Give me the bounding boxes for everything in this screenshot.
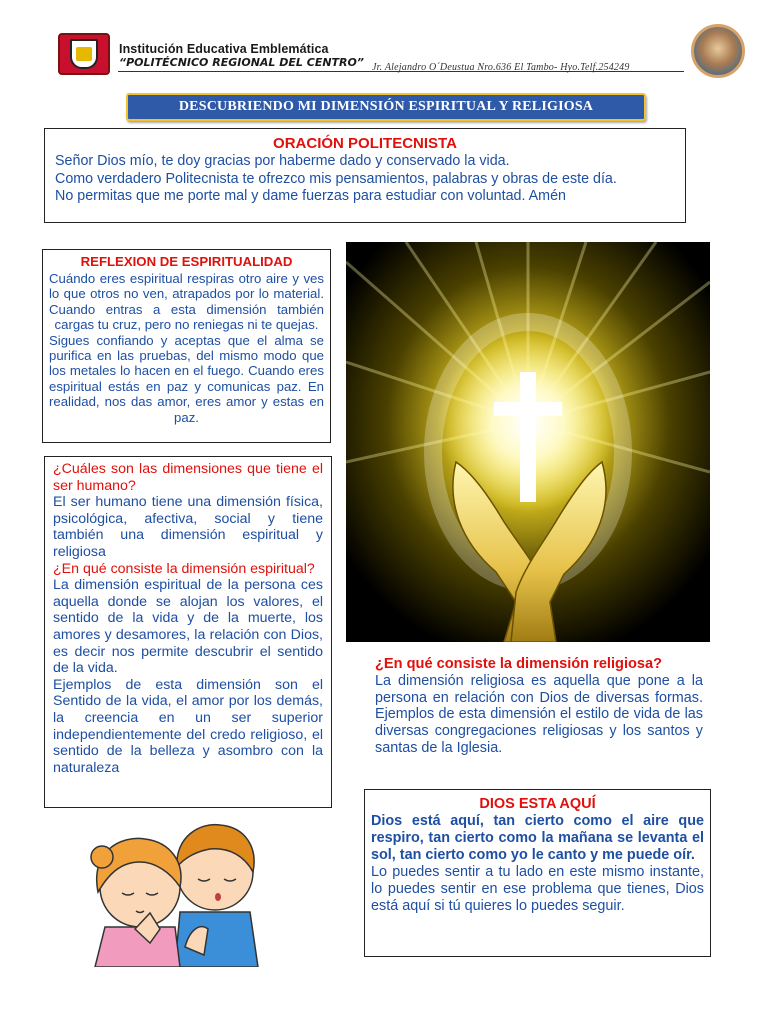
oracion-heading: ORACIÓN POLITECNISTA [273,135,457,152]
saint-medallion-icon [691,24,745,78]
espiritual-question: ¿En qué consiste la dimensión espiritual? [53,560,315,577]
religiosa-section [375,656,703,757]
reflexion-heading: REFLEXION DE ESPIRITUALIDAD [80,254,293,269]
reflexion-paragraph: Cuándo eres espiritual respiras otro aire y ves lo que otros no ven, atrapados por lo material. Cuando entras a esta dimensión también cargas tu cruz, pero no reniegas ni te quejas. [49,271,324,333]
dios-heading: DIOS ESTA AQUÍ [479,796,596,812]
institution-address: Jr. Alejandro O´Deustua Nro.636 El Tambo- Hyo.Telf.254249 [372,62,630,73]
oracion-line: No permitas que me porte mal y dame fuerzas para estudiar con voluntad. Amén [55,188,566,204]
oracion-line: Como verdadero Politecnista te ofrezco mis pensamientos, palabras y obras de este día. [55,170,617,187]
dimensiones-answer: El ser humano tiene una dimensión física, psicológica, afectiva, social y tiene también una dimensión espiritual y religiosa [53,494,323,560]
institution-subtitle: “POLITÉCNICO REGIONAL DEL CENTRO” [119,56,364,69]
religiosa-answer: La dimensión religiosa es aquella que pone a la persona en relación con Dios de diversas formas. Ejemplos de esta dimensión el estilo de vida de las diversas congregaciones religiosas y los santos y santas de la Iglesia. [375,673,703,756]
reflexion-box [42,249,331,443]
header-divider [118,71,684,72]
institution-name: Institución Educativa Emblemática [119,42,329,56]
dios-bold-text: Dios está aquí, tan cierto como el aire que respiro, tan cierto como la mañana se levanta el sol, tan cierto como yo le canto y me puede oír. [371,813,704,863]
praying-children-illustration [80,817,266,967]
oracion-line: Señor Dios mío, te doy gracias por haberme dado y conservado la vida. [55,153,510,169]
glowing-cross-hands-image [346,242,710,642]
school-crest-icon [58,33,110,75]
dios-esta-aqui-box [364,789,711,957]
page-title: DESCUBRIENDO MI DIMENSIÓN ESPIRITUAL Y RELIGIOSA [126,93,646,121]
oracion-box [44,128,686,223]
espiritual-examples: Ejemplos de esta dimensión son el Sentido de la vida, el amor por los demás, la creencia en un ser superior independientemente del credo religioso, el sentido de la belleza y asombro con la naturaleza [53,676,323,776]
dimensiones-box [44,456,332,808]
reflexion-paragraph: Sigues confiando y aceptas que el alma se purifica en las pruebas, del mismo modo que los metales lo hacen en el fuego. Cuando eres espiritual estás en paz y comunicas paz. En realidad, nos das amor, eres amor y estas en paz. [49,332,324,425]
religiosa-question: ¿En qué consiste la dimensión religiosa? [375,656,663,672]
dimensiones-question: ¿Cuáles son las dimensiones que tiene el ser humano? [53,461,323,494]
dios-text: Lo puedes sentir a tu lado en este mismo instante, lo puedes sentir en ese problema que tienes, Dios está aquí si tú quieres lo puedes seguir. [371,864,704,914]
espiritual-answer: La dimensión espiritual de la persona ces aquella donde se alojan los valores, el sentido de la vida y de la muerte, los amores y desamores, la relación con Dios, es decir nos permite descubrir el sentido de la vida. [53,577,323,677]
